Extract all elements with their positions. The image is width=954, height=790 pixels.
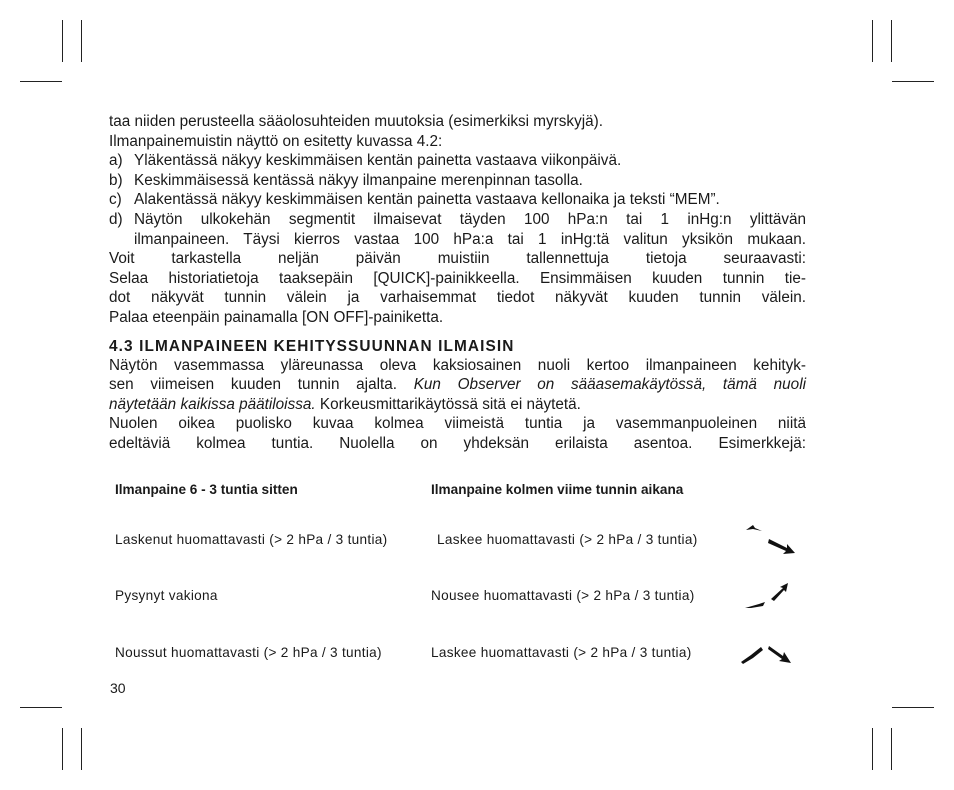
trend-arrow-down-down-icon [745,524,797,556]
paragraph: Voit tarkastella neljän päivän muistiin tallennettuja tietoja seuraavasti: [109,250,806,268]
table-cell: Laskee huomattavasti (> 2 hPa / 3 tuntia) [431,645,692,660]
crop-mark [62,20,63,62]
crop-mark [81,728,82,770]
list-label: c) [109,191,122,209]
table-cell: Laskee huomattavasti (> 2 hPa / 3 tuntia) [437,532,698,547]
crop-mark [892,81,934,82]
trend-arrow-flat-up-icon [743,580,793,612]
list-label: b) [109,171,123,189]
section-heading: 4.3 ILMANPAINEEN KEHITYSSUUNNAN ILMAISIN [109,337,515,355]
paragraph: Ilmanpainemuistin näyttö on esitetty kuvassa 4.2: [109,132,443,150]
list-item [109,151,806,171]
crop-mark [892,707,934,708]
list-text: Yläkentässä näkyy keskimmäisen kentän painetta vastaava viikonpäivä. [134,152,622,170]
paragraph: Nuolen oikea puolisko kuvaa kolmea viimeistä tuntia ja vasemmanpuoleinen niitä [109,415,806,433]
list-label: d) [109,210,123,228]
crop-mark [20,81,62,82]
crop-mark [81,20,82,62]
table-header-left: Ilmanpaine 6 - 3 tuntia sitten [115,482,298,497]
list-text-continuation: ilmanpaineen. Täysi kierros vastaa 100 hPa:a tai 1 inHg:tä valitun yksikön mukaan. [134,230,806,248]
list-text: Näytön ulkokehän segmentit ilmaisevat täyden 100 hPa:n tai 1 inHg:n ylittävän [134,210,806,228]
crop-mark [872,728,873,770]
table-cell: Pysynyt vakiona [115,588,218,603]
list-text: Alakentässä näkyy keskimmäisen kentän painetta vastaava kellonaika ja teksti “MEM”. [134,191,720,209]
crop-mark [62,728,63,770]
paragraph [109,395,806,415]
paragraph [109,375,806,395]
list-item [109,210,806,230]
table-cell: Noussut huomattavasti (> 2 hPa / 3 tuntia) [115,645,382,660]
list-item [109,190,806,210]
table-cell: Laskenut huomattavasti (> 2 hPa / 3 tuntia) [115,532,388,547]
paragraph: Selaa historiatietoja taaksepäin [QUICK]-painikkeella. Ensimmäisen kuuden tunnin tie- [109,269,806,287]
text-run: sen viimeisen kuuden tunnin ajalta. [109,376,414,394]
paragraph: taa niiden perusteella sääolosuhteiden muutoksia (esimerkiksi myrskyjä). [109,113,603,130]
text-run: Korkeusmittarikäytössä sitä ei näytetä. [315,395,581,413]
italic-text: näytetään kaikissa päätiloissa. [109,395,316,413]
paragraph: Näytön vasemmassa yläreunassa oleva kaksiosainen nuoli kertoo ilmanpaineen kehityk- [109,356,806,374]
page-number: 30 [110,680,126,696]
crop-mark [20,707,62,708]
page-content [109,112,806,454]
list-item [109,171,806,191]
table-cell: Nousee huomattavasti (> 2 hPa / 3 tuntia) [431,588,695,603]
paragraph: edeltäviä kolmea tuntia. Nuolella on yhdeksän erilaista asentoa. Esimerkkejä: [109,434,806,452]
table-header-right: Ilmanpaine kolmen viime tunnin aikana [431,482,684,497]
crop-mark [872,20,873,62]
list-text: Keskimmäisessä kentässä näkyy ilmanpaine merenpinnan tasolla. [134,171,583,189]
paragraph: Palaa eteenpäin painamalla [ON OFF]-painiketta. [109,308,444,326]
trend-arrow-up-down-icon [739,636,795,668]
list-label: a) [109,152,123,170]
crop-mark [891,20,892,62]
crop-mark [891,728,892,770]
italic-text: Kun Observer on sääasemakäytössä, tämä nuoli [413,376,806,394]
paragraph: dot näkyvät tunnin välein ja varhaisemmat tiedot näkyvät kuuden tunnin välein. [109,289,806,307]
